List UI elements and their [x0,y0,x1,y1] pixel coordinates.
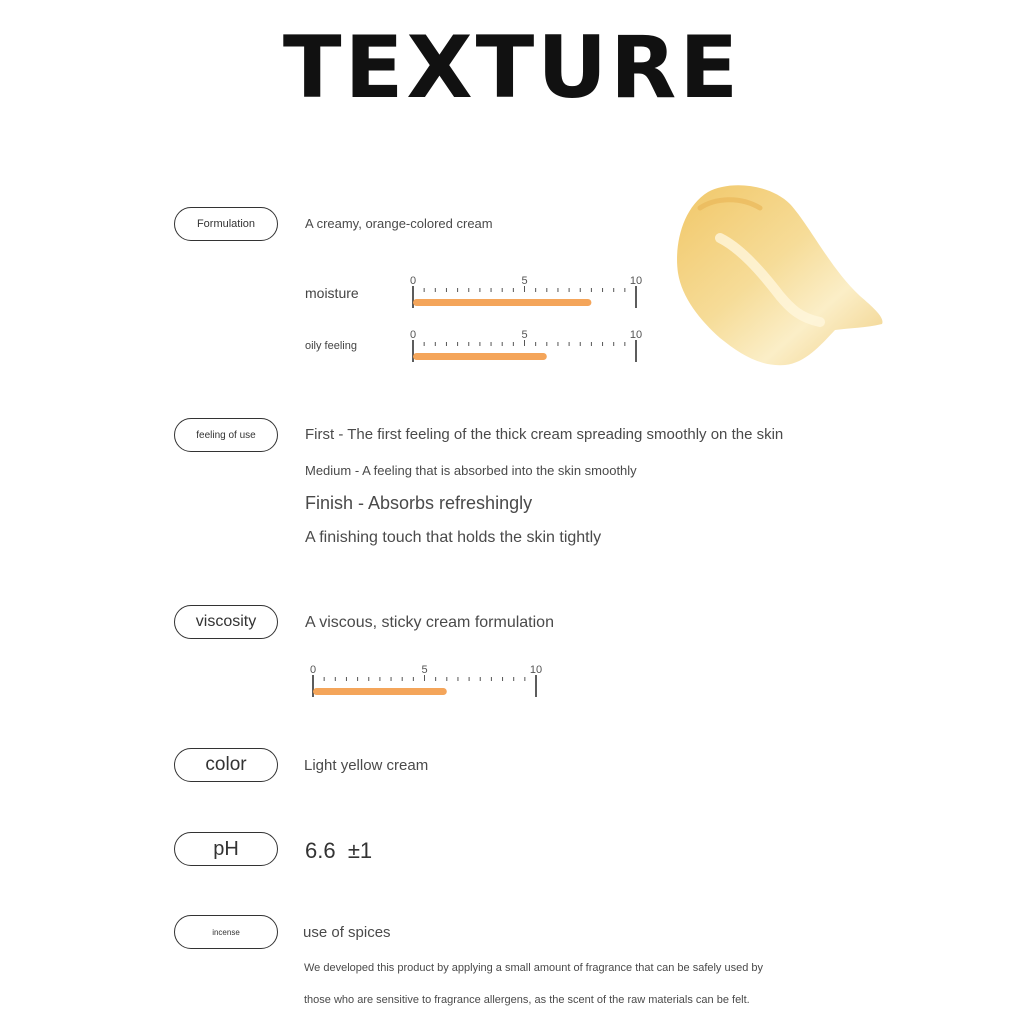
scale-tick-label: 0 [409,275,417,287]
ph-label: pH [213,837,239,860]
feeling-of-use-label: feeling of use [196,429,256,441]
scale-fill-bar [413,299,591,306]
scale-tick-label: 0 [409,329,417,341]
incense-desc-line1: We developed this product by applying a small amount of fragrance that can be safely used by [304,962,764,974]
scale-tick-label: 5 [421,664,428,676]
ph-number: 6.6 [305,838,336,863]
incense-desc-line2: those who are sensitive to fragrance allergens, as the scent of the raw materials can be felt. [304,994,750,1006]
ph-value [305,838,372,864]
formulation-pill [174,207,278,241]
scale-fill-bar [413,353,547,360]
scale-tick-label: 10 [529,664,543,676]
feeling-finish-text: Finish - Absorbs refreshingly [305,493,533,513]
incense-label: incense [212,927,240,937]
color-label: color [205,754,247,775]
viscosity-label: viscosity [195,613,257,630]
feeling-medium-text: Medium - A feeling that is absorbed into the skin smoothly [305,463,637,478]
scale-tick-label: 10 [629,329,643,341]
ph-pill [174,832,278,866]
cream-swatch-icon [660,178,890,373]
moisture-label: moisture [305,285,359,301]
oily-feeling-label: oily feeling [305,340,357,352]
oily-feeling-scale [409,328,646,368]
ph-tolerance: ±1 [347,838,373,863]
viscosity-scale [309,663,546,703]
viscosity-pill [174,605,278,639]
color-pill [174,748,278,782]
viscosity-text: A viscous, sticky cream formulation [305,614,554,631]
scale-tick-label: 5 [521,329,528,341]
scale-tick-label: 0 [309,664,317,676]
feeling-of-use-pill [174,418,278,452]
formulation-label: Formulation [196,218,256,230]
color-text: Light yellow cream [304,757,429,774]
incense-text: use of spices [303,924,391,941]
scale-fill-bar [313,688,447,695]
feeling-first-text: First - The first feeling of the thick cream spreading smoothly on the skin [305,426,784,443]
moisture-scale [409,274,646,314]
formulation-text: A creamy, orange-colored cream [305,216,493,231]
feeling-finish-note: A finishing touch that holds the skin tightly [305,529,602,546]
page-title: TEXTURE [282,18,742,118]
scale-tick-label: 10 [629,275,643,287]
scale-tick-label: 5 [521,275,528,287]
incense-pill [174,915,278,949]
